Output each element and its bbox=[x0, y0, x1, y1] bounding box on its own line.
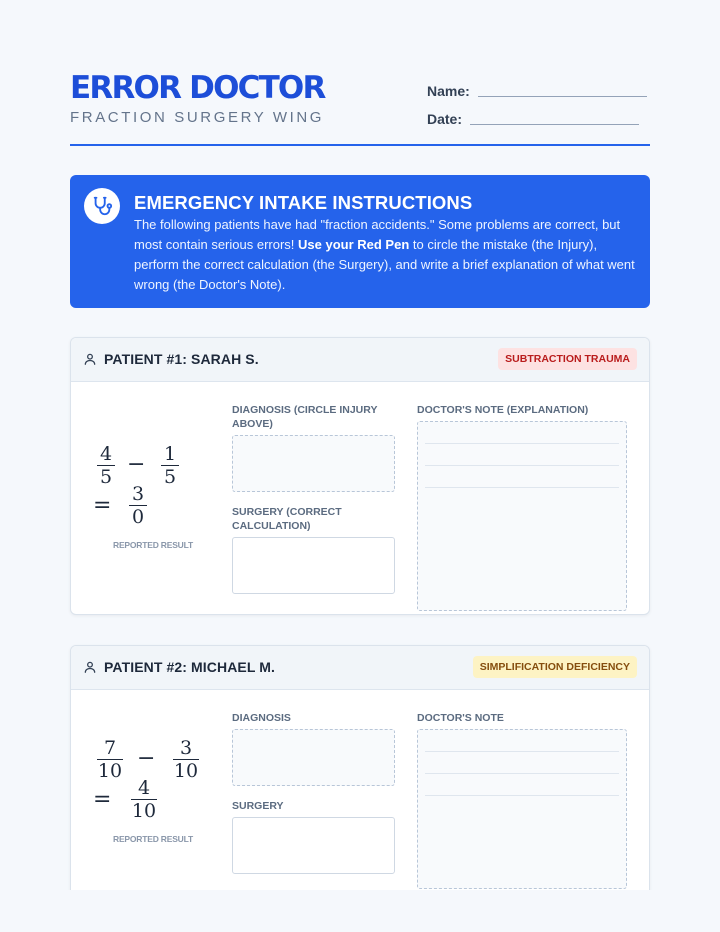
worksheet-title: ERROR DOCTOR bbox=[70, 70, 325, 106]
date-label: Date: bbox=[427, 111, 463, 127]
numerator: 3 bbox=[131, 483, 145, 505]
injury-tag: SIMPLIFICATION DEFICIENCY bbox=[473, 656, 637, 678]
instructions-title: EMERGENCY INTAKE INSTRUCTIONS bbox=[134, 192, 473, 213]
page-bottom-margin bbox=[0, 890, 720, 932]
note-line bbox=[425, 487, 619, 488]
numerator: 3 bbox=[179, 737, 193, 759]
numerator: 4 bbox=[99, 443, 113, 465]
patient-title: PATIENT #1: SARAH S. bbox=[104, 351, 259, 367]
instructions-text bbox=[134, 215, 638, 295]
worksheet-subtitle: FRACTION SURGERY WING bbox=[70, 109, 325, 126]
equals-sign: = bbox=[93, 493, 112, 518]
stethoscope-icon bbox=[84, 188, 120, 224]
patient-card-1 bbox=[70, 337, 650, 615]
patient-header bbox=[71, 338, 649, 382]
equals-sign: = bbox=[93, 787, 112, 812]
worksheet-page bbox=[70, 0, 650, 844]
name-label: Name: bbox=[427, 83, 470, 99]
fraction-result bbox=[131, 777, 157, 822]
fraction-b bbox=[161, 443, 179, 488]
doctors-note-label: DOCTOR'S NOTE bbox=[417, 712, 504, 724]
fraction-b bbox=[173, 737, 199, 782]
note-line bbox=[425, 751, 619, 752]
patient-card-2 bbox=[70, 645, 650, 905]
denominator: 10 bbox=[97, 760, 123, 782]
name-line[interactable] bbox=[478, 96, 647, 97]
note-line bbox=[425, 773, 619, 774]
doctors-note-label: DOCTOR'S NOTE (EXPLANATION) bbox=[417, 404, 589, 416]
diagnosis-label: DIAGNOSIS bbox=[232, 712, 291, 724]
injury-tag: SUBTRACTION TRAUMA bbox=[498, 348, 637, 370]
fraction-result bbox=[129, 483, 147, 528]
numerator: 1 bbox=[163, 443, 177, 465]
operator: − bbox=[127, 452, 146, 477]
numerator: 7 bbox=[103, 737, 117, 759]
denominator: 10 bbox=[131, 800, 157, 822]
numerator: 4 bbox=[137, 777, 151, 799]
diagnosis-label: DIAGNOSIS (CIRCLE INJURY ABOVE) bbox=[232, 404, 378, 430]
date-line[interactable] bbox=[470, 124, 639, 125]
instructions-text-before: The following patients have had "fraction accidents." Some problems are correct, but most contain serious errors! bbox=[134, 217, 621, 252]
person-icon bbox=[83, 352, 97, 366]
diagnosis-box[interactable] bbox=[232, 435, 395, 492]
surgery-label: SURGERY (CORRECT CALCULATION) bbox=[232, 506, 342, 532]
patient-header bbox=[71, 646, 649, 690]
reported-result-label: REPORTED RESULT bbox=[113, 834, 193, 844]
surgery-label: SURGERY bbox=[232, 800, 284, 812]
surgery-box[interactable] bbox=[232, 817, 395, 874]
name-field[interactable] bbox=[427, 83, 647, 99]
date-field[interactable] bbox=[427, 111, 639, 127]
surgery-box[interactable] bbox=[232, 537, 395, 594]
denominator: 10 bbox=[173, 760, 199, 782]
denominator: 5 bbox=[99, 466, 113, 488]
instructions-text-bold: Use your Red Pen bbox=[298, 237, 410, 252]
doctors-note-box[interactable] bbox=[417, 729, 627, 889]
fraction-a bbox=[97, 443, 115, 488]
note-line bbox=[425, 465, 619, 466]
instructions-panel bbox=[70, 175, 650, 308]
operator: − bbox=[137, 746, 156, 771]
fraction-a bbox=[97, 737, 123, 782]
patient-title: PATIENT #2: MICHAEL M. bbox=[104, 659, 275, 675]
instructions-text-after: to circle the mistake (the Injury), perform the correct calculation (the Surgery), and write a brief explanation of what went wrong (the Doctor's Note). bbox=[134, 237, 635, 292]
doctors-note-box[interactable] bbox=[417, 421, 627, 611]
denominator: 0 bbox=[131, 506, 145, 528]
note-line bbox=[425, 795, 619, 796]
denominator: 5 bbox=[163, 466, 177, 488]
note-line bbox=[425, 443, 619, 444]
person-icon bbox=[83, 660, 97, 674]
reported-result-label: REPORTED RESULT bbox=[113, 540, 193, 550]
worksheet-header bbox=[70, 0, 650, 146]
diagnosis-box[interactable] bbox=[232, 729, 395, 786]
